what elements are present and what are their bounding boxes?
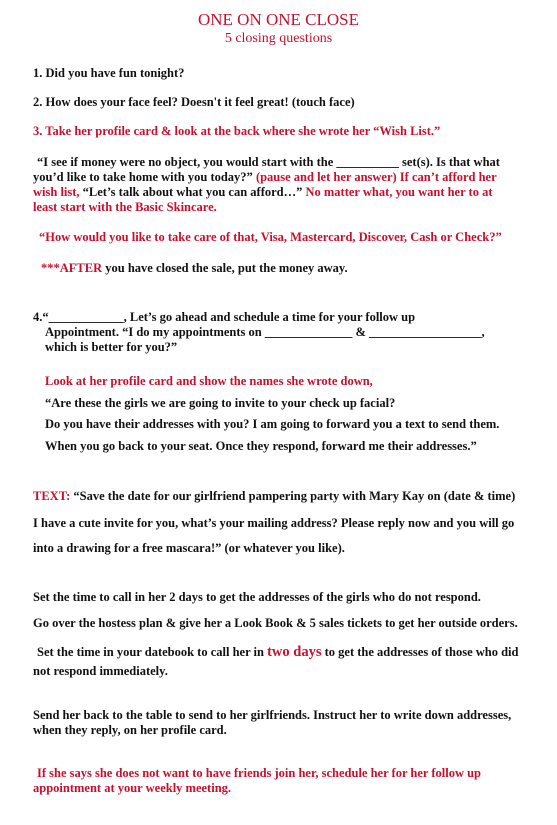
document-title: ONE ON ONE CLOSE (197, 10, 360, 29)
question-2: 2. How does your face feel? Doesn't it feel great! (touch face) (33, 95, 355, 109)
wish-list-line-3-black: “Let’s talk about what you can afford…” (79, 185, 303, 199)
send-back-line-2: when they reply, on her profile card. (33, 723, 227, 737)
question-3: 3. Take her profile card & look at the back where she wrote her “Wish List.” (33, 124, 441, 138)
question-4-line-2: Appointment. “I do my appointments on ______________ & __________________, (45, 325, 485, 339)
call-two-days-line: Set the time to call in her 2 days to get the addresses of the girls who do not respond. (33, 590, 481, 604)
wish-list-line-2 (33, 170, 497, 185)
wish-list-line-3-red2: No matter what, you want her to at (302, 185, 493, 199)
datebook-text-a: Set the time in your datebook to call her in (37, 645, 268, 659)
datebook-line-1 (37, 645, 518, 660)
send-back-line-1: Send her back to the table to send to her girlfriends. Instruct her to write down addresses, (33, 708, 512, 722)
wish-list-line-3-red: wish list, (33, 185, 80, 199)
datebook-line-2: not respond immediately. (33, 664, 168, 678)
wish-list-line-2-black: you’d like to take home with you today?” (33, 170, 253, 184)
wish-list-line-3 (33, 185, 493, 200)
text-message-line (33, 489, 515, 504)
after-label: ***AFTER (41, 261, 103, 275)
payment-question: “How would you like to take care of that, Visa, Mastercard, Discover, Cash or Check?” (39, 230, 502, 244)
invite-line: I have a cute invite for you, what’s your mailing address? Please reply now and you will go (33, 516, 515, 530)
addresses-question: Do you have their addresses with you? I am going to forward you a text to send them. (45, 417, 500, 431)
wish-list-line-2-red: (pause and let her answer) If can’t afford her (252, 170, 497, 184)
after-text: you have closed the sale, put the money away. (102, 261, 348, 275)
girls-question: “Are these the girls we are going to invite to your check up facial? (45, 396, 396, 410)
wish-list-line-1: “I see if money were no object, you would start with the __________ set(s). Is that what (37, 155, 500, 169)
final-instruction-line-2: appointment at your weekly meeting. (33, 781, 232, 795)
profile-card-instruction: Look at her profile card and show the names she wrote down, (45, 374, 373, 388)
two-days-emphasis: two days (267, 644, 322, 660)
text-message: “Save the date for our girlfriend pampering party with Mary Kay on (date & time) (70, 489, 516, 503)
document-subtitle: 5 closing questions (224, 31, 333, 46)
seat-instruction: When you go back to your seat. Once they respond, forward me their addresses.” (45, 439, 477, 453)
question-4-line-1: 4.“____________, Let’s go ahead and schedule a time for your follow up (33, 310, 416, 324)
drawing-line: into a drawing for a free mascara!” (or whatever you like). (33, 541, 345, 555)
datebook-text-b: to get the addresses of those who did (321, 645, 519, 659)
wish-list-line-4: least start with the Basic Skincare. (33, 200, 217, 214)
final-instruction-line-1: If she says she does not want to have friends join her, schedule her for her follow up (37, 766, 482, 780)
question-4-line-3: which is better for you?” (45, 340, 178, 354)
question-1: 1. Did you have fun tonight? (33, 66, 185, 80)
text-label: TEXT: (33, 489, 71, 503)
hostess-plan-line: Go over the hostess plan & give her a Look Book & 5 sales tickets to get her outside orders. (33, 616, 518, 630)
after-sale-line (41, 261, 348, 276)
